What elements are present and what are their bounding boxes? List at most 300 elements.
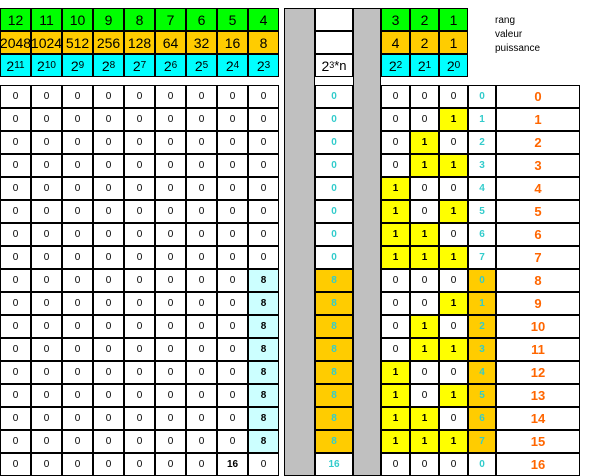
value-cell[interactable] — [124, 31, 155, 54]
low-bit-cell[interactable] — [410, 269, 439, 292]
high-bit-cell[interactable] — [0, 223, 31, 246]
low-bit-cell[interactable] — [439, 200, 468, 223]
low-bit-cell[interactable] — [439, 154, 468, 177]
decimal-value-cell[interactable] — [496, 430, 580, 453]
value-cell-text: 8 — [259, 34, 268, 51]
low-bit-cell[interactable] — [410, 338, 439, 361]
high-bit-cell[interactable] — [124, 200, 155, 223]
high-bit-cell[interactable] — [155, 223, 186, 246]
remainder-cell-text: 1 — [479, 113, 485, 125]
high-bit-cell[interactable] — [31, 269, 62, 292]
low-bit-cell[interactable] — [439, 361, 468, 384]
high-bit-cell[interactable] — [31, 246, 62, 269]
multiple-cell[interactable] — [315, 269, 353, 292]
high-bit-cell[interactable] — [217, 85, 248, 108]
middle-header-blank-2[interactable] — [315, 31, 353, 54]
high-bit-cell[interactable] — [186, 85, 217, 108]
high-bit-cell[interactable] — [248, 85, 279, 108]
rank-cell[interactable] — [410, 8, 439, 31]
remainder-cell-text: 0 — [479, 458, 485, 470]
high-bit-cell[interactable] — [93, 430, 124, 453]
high-bit-cell[interactable] — [93, 223, 124, 246]
remainder-cell[interactable] — [468, 338, 496, 361]
high-bit-cell[interactable] — [186, 269, 217, 292]
multiple-cell[interactable] — [315, 200, 353, 223]
high-bit-cell[interactable] — [62, 223, 93, 246]
high-bit-cell[interactable] — [93, 85, 124, 108]
high-bit-cell[interactable] — [31, 430, 62, 453]
high-bit-cell[interactable] — [248, 246, 279, 269]
multiple-cell[interactable] — [315, 223, 353, 246]
high-bit-cell[interactable] — [248, 200, 279, 223]
remainder-cell[interactable] — [468, 223, 496, 246]
high-bit-cell[interactable] — [248, 108, 279, 131]
low-bit-cell[interactable] — [439, 177, 468, 200]
high-bit-cell[interactable] — [62, 177, 93, 200]
low-bit-cell-text: 0 — [421, 113, 428, 125]
high-bit-cell[interactable] — [0, 384, 31, 407]
high-bit-cell-text: 0 — [167, 297, 174, 309]
high-bit-cell[interactable] — [93, 108, 124, 131]
high-bit-cell[interactable] — [186, 177, 217, 200]
high-bit-cell[interactable] — [62, 200, 93, 223]
high-bit-cell[interactable] — [217, 292, 248, 315]
high-bit-cell[interactable] — [124, 384, 155, 407]
label-2: puissance — [495, 43, 541, 54]
high-bit-cell[interactable] — [155, 430, 186, 453]
decimal-value-cell[interactable] — [496, 292, 580, 315]
low-bit-cell[interactable] — [410, 315, 439, 338]
high-bit-cell[interactable] — [248, 177, 279, 200]
low-bit-cell[interactable] — [381, 154, 410, 177]
rank-cell[interactable] — [93, 8, 124, 31]
high-bit-cell[interactable] — [186, 430, 217, 453]
high-bit-cell[interactable] — [62, 315, 93, 338]
high-bit-cell[interactable] — [248, 269, 279, 292]
middle-power-cell-base: 2 — [321, 57, 330, 74]
high-bit-cell[interactable] — [248, 338, 279, 361]
high-bit-cell[interactable] — [248, 430, 279, 453]
low-bit-cell[interactable] — [381, 108, 410, 131]
high-bit-cell-text: 0 — [198, 251, 205, 263]
high-bit-cell[interactable] — [62, 407, 93, 430]
rank-cell[interactable] — [0, 8, 31, 31]
value-cell[interactable] — [62, 31, 93, 54]
power-cell[interactable] — [0, 54, 31, 77]
high-bit-cell[interactable] — [186, 384, 217, 407]
high-bit-cell[interactable] — [186, 338, 217, 361]
high-bit-cell[interactable] — [62, 131, 93, 154]
low-bit-cell[interactable] — [410, 430, 439, 453]
high-bit-cell[interactable] — [186, 292, 217, 315]
low-bit-cell[interactable] — [439, 269, 468, 292]
high-bit-cell[interactable] — [124, 338, 155, 361]
high-bit-cell[interactable] — [248, 407, 279, 430]
power-cell[interactable] — [155, 54, 186, 77]
high-bit-cell[interactable] — [217, 269, 248, 292]
high-bit-cell[interactable] — [217, 154, 248, 177]
high-bit-cell-text: 0 — [105, 113, 112, 125]
high-bit-cell[interactable] — [31, 338, 62, 361]
high-bit-cell[interactable] — [217, 338, 248, 361]
high-bit-cell[interactable] — [93, 131, 124, 154]
remainder-cell[interactable] — [468, 246, 496, 269]
high-bit-cell[interactable] — [217, 108, 248, 131]
low-bit-cell[interactable] — [410, 85, 439, 108]
decimal-value-cell[interactable] — [496, 407, 580, 430]
high-bit-cell[interactable] — [93, 407, 124, 430]
decimal-value-cell[interactable] — [496, 200, 580, 223]
power-cell[interactable] — [124, 54, 155, 77]
separator-right[interactable] — [353, 8, 381, 476]
high-bit-cell[interactable] — [31, 177, 62, 200]
high-bit-cell[interactable] — [124, 407, 155, 430]
multiple-cell[interactable] — [315, 315, 353, 338]
high-bit-cell[interactable] — [62, 430, 93, 453]
value-cell[interactable] — [155, 31, 186, 54]
high-bit-cell[interactable] — [124, 430, 155, 453]
value-cell[interactable] — [410, 31, 439, 54]
low-bit-cell[interactable] — [410, 177, 439, 200]
low-bit-cell[interactable] — [410, 292, 439, 315]
decimal-value-cell[interactable] — [496, 361, 580, 384]
low-bit-cell[interactable] — [381, 315, 410, 338]
high-bit-cell[interactable] — [186, 223, 217, 246]
high-bit-cell-text: 0 — [43, 458, 50, 470]
high-bit-cell[interactable] — [186, 131, 217, 154]
low-bit-cell[interactable] — [410, 384, 439, 407]
remainder-cell[interactable] — [468, 154, 496, 177]
decimal-value-cell[interactable] — [496, 338, 580, 361]
high-bit-cell[interactable] — [62, 384, 93, 407]
high-bit-cell[interactable] — [31, 200, 62, 223]
high-bit-cell[interactable] — [186, 361, 217, 384]
high-bit-cell[interactable] — [155, 246, 186, 269]
high-bit-cell-text: 0 — [167, 343, 174, 355]
decimal-value-cell[interactable] — [496, 177, 580, 200]
low-bit-cell[interactable] — [381, 430, 410, 453]
high-bit-cell[interactable] — [248, 131, 279, 154]
rank-cell[interactable] — [186, 8, 217, 31]
low-bit-cell[interactable] — [439, 223, 468, 246]
high-bit-cell[interactable] — [155, 108, 186, 131]
low-bit-cell[interactable] — [381, 338, 410, 361]
high-bit-cell[interactable] — [93, 154, 124, 177]
rank-cell[interactable] — [31, 8, 62, 31]
high-bit-cell[interactable] — [31, 131, 62, 154]
high-bit-cell[interactable] — [62, 338, 93, 361]
high-bit-cell-text: 0 — [43, 159, 50, 171]
high-bit-cell[interactable] — [124, 131, 155, 154]
high-bit-cell[interactable] — [93, 384, 124, 407]
low-bit-cell[interactable] — [410, 131, 439, 154]
remainder-cell[interactable] — [468, 384, 496, 407]
high-bit-cell[interactable] — [124, 177, 155, 200]
high-bit-cell[interactable] — [124, 154, 155, 177]
remainder-cell[interactable] — [468, 177, 496, 200]
low-bit-cell[interactable] — [410, 246, 439, 269]
remainder-cell[interactable] — [468, 407, 496, 430]
high-bit-cell[interactable] — [0, 269, 31, 292]
high-bit-cell[interactable] — [124, 269, 155, 292]
multiple-cell[interactable] — [315, 407, 353, 430]
high-bit-cell[interactable] — [62, 154, 93, 177]
rank-cell[interactable] — [62, 8, 93, 31]
decimal-value-cell[interactable] — [496, 131, 580, 154]
low-bit-cell[interactable] — [439, 292, 468, 315]
power-cell[interactable] — [381, 54, 410, 77]
multiple-cell[interactable] — [315, 246, 353, 269]
remainder-cell[interactable] — [468, 200, 496, 223]
low-bit-cell[interactable] — [381, 361, 410, 384]
low-bit-cell-text: 1 — [450, 159, 457, 171]
high-bit-cell[interactable] — [0, 154, 31, 177]
low-bit-cell[interactable] — [439, 108, 468, 131]
power-cell[interactable] — [217, 54, 248, 77]
low-bit-cell[interactable] — [381, 407, 410, 430]
high-bit-cell[interactable] — [217, 384, 248, 407]
power-cell[interactable] — [439, 54, 468, 77]
value-cell-text: 256 — [96, 34, 121, 51]
high-bit-cell[interactable] — [62, 361, 93, 384]
high-bit-cell[interactable] — [155, 407, 186, 430]
high-bit-cell[interactable] — [217, 430, 248, 453]
low-bit-cell[interactable] — [381, 223, 410, 246]
low-bit-cell[interactable] — [381, 85, 410, 108]
rank-cell[interactable] — [439, 8, 468, 31]
high-bit-cell[interactable] — [93, 200, 124, 223]
rank-cell[interactable] — [381, 8, 410, 31]
remainder-cell[interactable] — [468, 430, 496, 453]
low-bit-cell[interactable] — [439, 338, 468, 361]
high-bit-cell[interactable] — [217, 131, 248, 154]
high-bit-cell[interactable] — [186, 108, 217, 131]
remainder-cell[interactable] — [468, 108, 496, 131]
high-bit-cell[interactable] — [93, 338, 124, 361]
low-bit-cell[interactable] — [381, 384, 410, 407]
high-bit-cell[interactable] — [155, 361, 186, 384]
low-bit-cell[interactable] — [410, 108, 439, 131]
decimal-value-cell[interactable] — [496, 154, 580, 177]
low-bit-cell[interactable] — [381, 246, 410, 269]
high-bit-cell[interactable] — [62, 246, 93, 269]
high-bit-cell[interactable] — [93, 269, 124, 292]
high-bit-cell[interactable] — [0, 108, 31, 131]
low-bit-cell[interactable] — [410, 361, 439, 384]
high-bit-cell[interactable] — [155, 131, 186, 154]
remainder-cell[interactable] — [468, 131, 496, 154]
low-bit-cell[interactable] — [439, 131, 468, 154]
rank-cell[interactable] — [217, 8, 248, 31]
high-bit-cell[interactable] — [248, 315, 279, 338]
high-bit-cell[interactable] — [0, 361, 31, 384]
value-cell[interactable] — [439, 31, 468, 54]
high-bit-cell[interactable] — [186, 407, 217, 430]
low-bit-cell[interactable] — [381, 200, 410, 223]
high-bit-cell[interactable] — [155, 85, 186, 108]
low-bit-cell[interactable] — [439, 384, 468, 407]
high-bit-cell[interactable] — [124, 108, 155, 131]
power-cell[interactable] — [186, 54, 217, 77]
high-bit-cell[interactable] — [155, 384, 186, 407]
remainder-cell[interactable] — [468, 292, 496, 315]
high-bit-cell[interactable] — [155, 269, 186, 292]
high-bit-cell[interactable] — [31, 108, 62, 131]
low-bit-cell[interactable] — [439, 85, 468, 108]
high-bit-cell[interactable] — [62, 108, 93, 131]
value-cell[interactable] — [217, 31, 248, 54]
high-bit-cell[interactable] — [155, 154, 186, 177]
high-bit-cell[interactable] — [0, 131, 31, 154]
high-bit-cell[interactable] — [155, 292, 186, 315]
value-cell[interactable] — [381, 31, 410, 54]
value-cell[interactable] — [93, 31, 124, 54]
high-bit-cell[interactable] — [31, 85, 62, 108]
decimal-value-cell[interactable] — [496, 315, 580, 338]
high-bit-cell-text: 0 — [136, 136, 143, 148]
high-bit-cell[interactable] — [0, 85, 31, 108]
high-bit-cell[interactable] — [62, 292, 93, 315]
high-bit-cell[interactable] — [93, 315, 124, 338]
high-bit-cell[interactable] — [217, 315, 248, 338]
multiple-cell[interactable] — [315, 338, 353, 361]
low-bit-cell[interactable] — [381, 177, 410, 200]
value-cell[interactable] — [186, 31, 217, 54]
high-bit-cell[interactable] — [124, 361, 155, 384]
high-bit-cell-text: 0 — [198, 182, 205, 194]
high-bit-cell-text: 0 — [105, 274, 112, 286]
high-bit-cell[interactable] — [31, 223, 62, 246]
middle-power-cell[interactable] — [315, 54, 353, 77]
high-bit-cell[interactable] — [155, 177, 186, 200]
remainder-cell[interactable] — [468, 269, 496, 292]
decimal-value-cell[interactable] — [496, 384, 580, 407]
value-cell[interactable] — [248, 31, 279, 54]
high-bit-cell[interactable] — [124, 246, 155, 269]
high-bit-cell[interactable] — [0, 315, 31, 338]
remainder-cell[interactable] — [468, 85, 496, 108]
rank-cell[interactable] — [155, 8, 186, 31]
power-cell[interactable] — [410, 54, 439, 77]
power-cell[interactable] — [93, 54, 124, 77]
high-bit-cell[interactable] — [217, 177, 248, 200]
high-bit-cell[interactable] — [217, 223, 248, 246]
decimal-value-cell[interactable] — [496, 246, 580, 269]
multiple-cell[interactable] — [315, 108, 353, 131]
high-bit-cell[interactable] — [186, 315, 217, 338]
multiple-cell[interactable] — [315, 177, 353, 200]
high-bit-cell[interactable] — [93, 361, 124, 384]
decimal-value-cell[interactable] — [496, 223, 580, 246]
decimal-value-cell[interactable] — [496, 108, 580, 131]
high-bit-cell[interactable] — [124, 315, 155, 338]
low-bit-cell[interactable] — [410, 407, 439, 430]
high-bit-cell[interactable] — [186, 154, 217, 177]
low-bit-cell[interactable] — [439, 430, 468, 453]
high-bit-cell[interactable] — [62, 85, 93, 108]
low-bit-cell[interactable] — [381, 269, 410, 292]
power-cell[interactable] — [31, 54, 62, 77]
high-bit-cell[interactable] — [0, 246, 31, 269]
high-bit-cell[interactable] — [217, 407, 248, 430]
middle-header-blank-1[interactable] — [315, 8, 353, 31]
low-bit-cell[interactable] — [439, 407, 468, 430]
separator-left[interactable] — [284, 8, 315, 476]
low-bit-cell[interactable] — [410, 223, 439, 246]
low-bit-cell[interactable] — [439, 246, 468, 269]
multiple-cell[interactable] — [315, 131, 353, 154]
high-bit-cell[interactable] — [0, 338, 31, 361]
remainder-cell[interactable] — [468, 315, 496, 338]
high-bit-cell[interactable] — [186, 246, 217, 269]
high-bit-cell[interactable] — [155, 338, 186, 361]
power-cell[interactable] — [248, 54, 279, 77]
multiple-cell[interactable] — [315, 292, 353, 315]
multiple-cell[interactable] — [315, 154, 353, 177]
decimal-value-cell[interactable] — [496, 269, 580, 292]
power-cell[interactable] — [62, 54, 93, 77]
multiple-cell[interactable] — [315, 384, 353, 407]
low-bit-cell[interactable] — [410, 200, 439, 223]
high-bit-cell[interactable] — [0, 407, 31, 430]
high-bit-cell[interactable] — [31, 384, 62, 407]
high-bit-cell[interactable] — [248, 292, 279, 315]
value-cell[interactable] — [0, 31, 31, 54]
value-cell[interactable] — [31, 31, 62, 54]
high-bit-cell[interactable] — [248, 384, 279, 407]
low-bit-cell[interactable] — [410, 154, 439, 177]
high-bit-cell[interactable] — [124, 292, 155, 315]
high-bit-cell[interactable] — [0, 177, 31, 200]
high-bit-cell[interactable] — [0, 292, 31, 315]
multiple-cell[interactable] — [315, 361, 353, 384]
high-bit-cell[interactable] — [93, 246, 124, 269]
high-bit-cell[interactable] — [0, 430, 31, 453]
low-bit-cell[interactable] — [381, 292, 410, 315]
low-bit-cell-text: 1 — [450, 205, 457, 217]
high-bit-cell[interactable] — [31, 154, 62, 177]
high-bit-cell[interactable] — [124, 223, 155, 246]
decimal-value-cell[interactable] — [496, 85, 580, 108]
high-bit-cell[interactable] — [155, 200, 186, 223]
high-bit-cell[interactable] — [217, 200, 248, 223]
low-bit-cell[interactable] — [381, 131, 410, 154]
high-bit-cell[interactable] — [93, 177, 124, 200]
rank-cell-text: 1 — [449, 11, 458, 28]
multiple-cell[interactable] — [315, 85, 353, 108]
high-bit-cell[interactable] — [217, 361, 248, 384]
high-bit-cell[interactable] — [31, 292, 62, 315]
remainder-cell[interactable] — [468, 361, 496, 384]
high-bit-cell[interactable] — [31, 315, 62, 338]
multiple-cell[interactable] — [315, 430, 353, 453]
low-bit-cell[interactable] — [439, 315, 468, 338]
high-bit-cell[interactable] — [217, 246, 248, 269]
high-bit-cell[interactable] — [0, 200, 31, 223]
high-bit-cell[interactable] — [124, 85, 155, 108]
high-bit-cell[interactable] — [248, 223, 279, 246]
rank-cell[interactable] — [248, 8, 279, 31]
high-bit-cell[interactable] — [248, 361, 279, 384]
high-bit-cell[interactable] — [155, 315, 186, 338]
high-bit-cell[interactable] — [186, 200, 217, 223]
high-bit-cell[interactable] — [93, 292, 124, 315]
high-bit-cell[interactable] — [62, 269, 93, 292]
high-bit-cell[interactable] — [248, 154, 279, 177]
rank-cell[interactable] — [124, 8, 155, 31]
high-bit-cell[interactable] — [31, 361, 62, 384]
high-bit-cell[interactable] — [31, 407, 62, 430]
